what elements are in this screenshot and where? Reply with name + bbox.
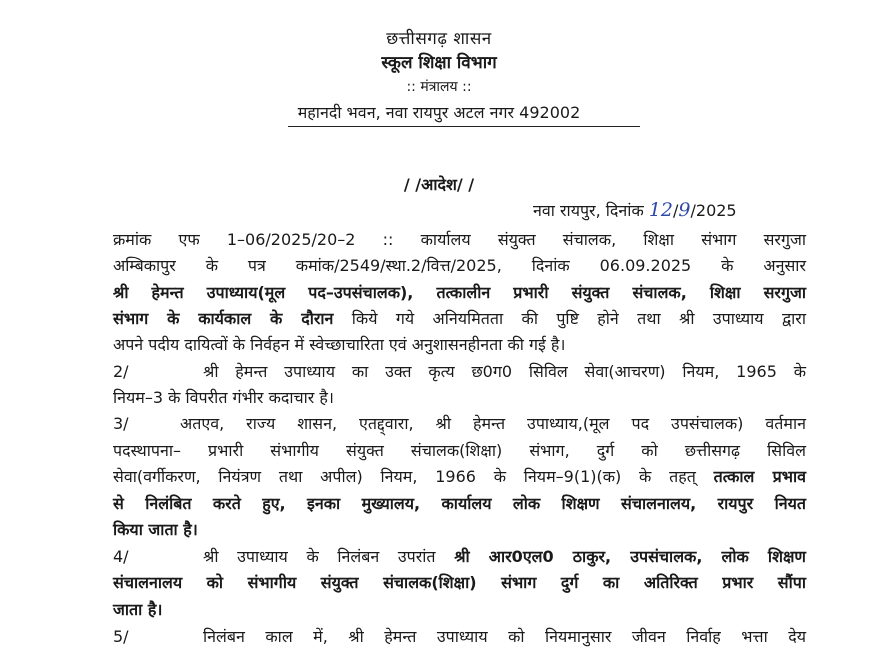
ministry-name: :: मंत्रालय ::	[406, 79, 472, 95]
para3-number: 3/	[113, 414, 129, 433]
para1-line5: अपने पदीय दायित्वों के निर्वहन में स्वेच्छाचारिता एवं अनुशासनहीनता की गई है।	[113, 335, 566, 354]
para4-number: 4/	[113, 547, 129, 566]
date-place: नवा रायपुर, दिनांक	[533, 201, 644, 220]
para3-line3-plain: सेवा(वर्गीकरण, नियंत्रण तथा अपील) नियम, 1966 के नियम–9(1)(क) के तहत्	[113, 467, 714, 486]
para3-line1: अतएव, राज्य शासन, एतद्द्वारा, श्री हेमन्त उपाध्याय,(मूल पद उपसंचालक) वर्तमान	[180, 414, 806, 433]
para1-line3: श्री हेमन्त उपाध्याय(मूल पद–उपसंचालक), तत्कालीन प्रभारी संयुक्त संचालक, शिक्षा सरगुजा	[113, 283, 806, 302]
date-month-handwritten: 9	[678, 199, 691, 221]
para1-line4-bold: संभाग के कार्यकाल के दौरान	[113, 309, 334, 328]
para5-number: 5/	[113, 627, 129, 646]
para2-line1: श्री हेमन्त उपाध्याय का उक्त कृत्य छ0ग0 सिविल सेवा(आचरण) नियम, 1965 के	[203, 362, 806, 381]
para1-line4	[113, 309, 806, 329]
para3-line3-bold: तत्काल प्रभाव	[713, 467, 806, 486]
department-name: स्कूल शिक्षा विभाग	[381, 53, 497, 73]
date-day-handwritten: 12	[648, 199, 674, 221]
para5-line1: निलंबन काल में, श्री हेमन्त उपाध्याय को नियमानुसार जीवन निर्वाह भत्ता देय	[203, 627, 806, 646]
date-line	[533, 199, 737, 221]
address-underline	[288, 126, 640, 128]
para4-line2: संचालनालय को संभागीय संयुक्त संचालक(शिक्षा) संभाग दुर्ग का अतिरिक्त प्रभार सौंपा	[113, 573, 806, 592]
order-title: / /आदेश/ /	[403, 175, 475, 194]
date-year: /2025	[690, 201, 737, 220]
para1-line1: क्रमांक एफ 1–06/2025/20–2 :: कार्यालय संयुक्त संचालक, शिक्षा संभाग सरगुजा	[113, 230, 806, 249]
para1-line2: अम्बिकापुर के पत्र कमांक/2549/स्था.2/वित्त/2025, दिनांक 06.09.2025 के अनुसार	[113, 256, 806, 275]
government-name: छत्तीसगढ़ शासन	[386, 29, 492, 49]
para2-number: 2/	[113, 362, 129, 381]
para3-line4: से निलंबित करते हुए, इनका मुख्यालय, कार्यालय लोक शिक्षण संचालनालय, रायपुर नियत	[113, 494, 806, 513]
para4-line1-plain: श्री उपाध्याय के निलंबन उपरांत	[203, 547, 455, 566]
date-separator: /	[673, 201, 679, 220]
para4-line3: जाता है।	[113, 600, 163, 619]
para3-line5: किया जाता है।	[113, 520, 198, 539]
para4-line1	[203, 547, 806, 567]
para4-line1-bold: श्री आर0एल0 ठाकुर, उपसंचालक, लोक शिक्षण	[454, 547, 806, 566]
para2-line2: नियम–3 के विपरीत गंभीर कदाचार है।	[113, 388, 334, 407]
para3-line3	[113, 467, 806, 487]
office-address: महानदी भवन, नवा रायपुर अटल नगर 492002	[297, 103, 581, 122]
para1-line4-rest: किये गये अनियमितता की पुष्टि होने तथा श्री उपाध्याय द्वारा	[333, 309, 806, 328]
para3-line2: पदस्थापना– प्रभारी संभागीय संयुक्त संचालक(शिक्षा) संभाग, दुर्ग को छत्तीसगढ़ सिविल	[113, 441, 806, 460]
